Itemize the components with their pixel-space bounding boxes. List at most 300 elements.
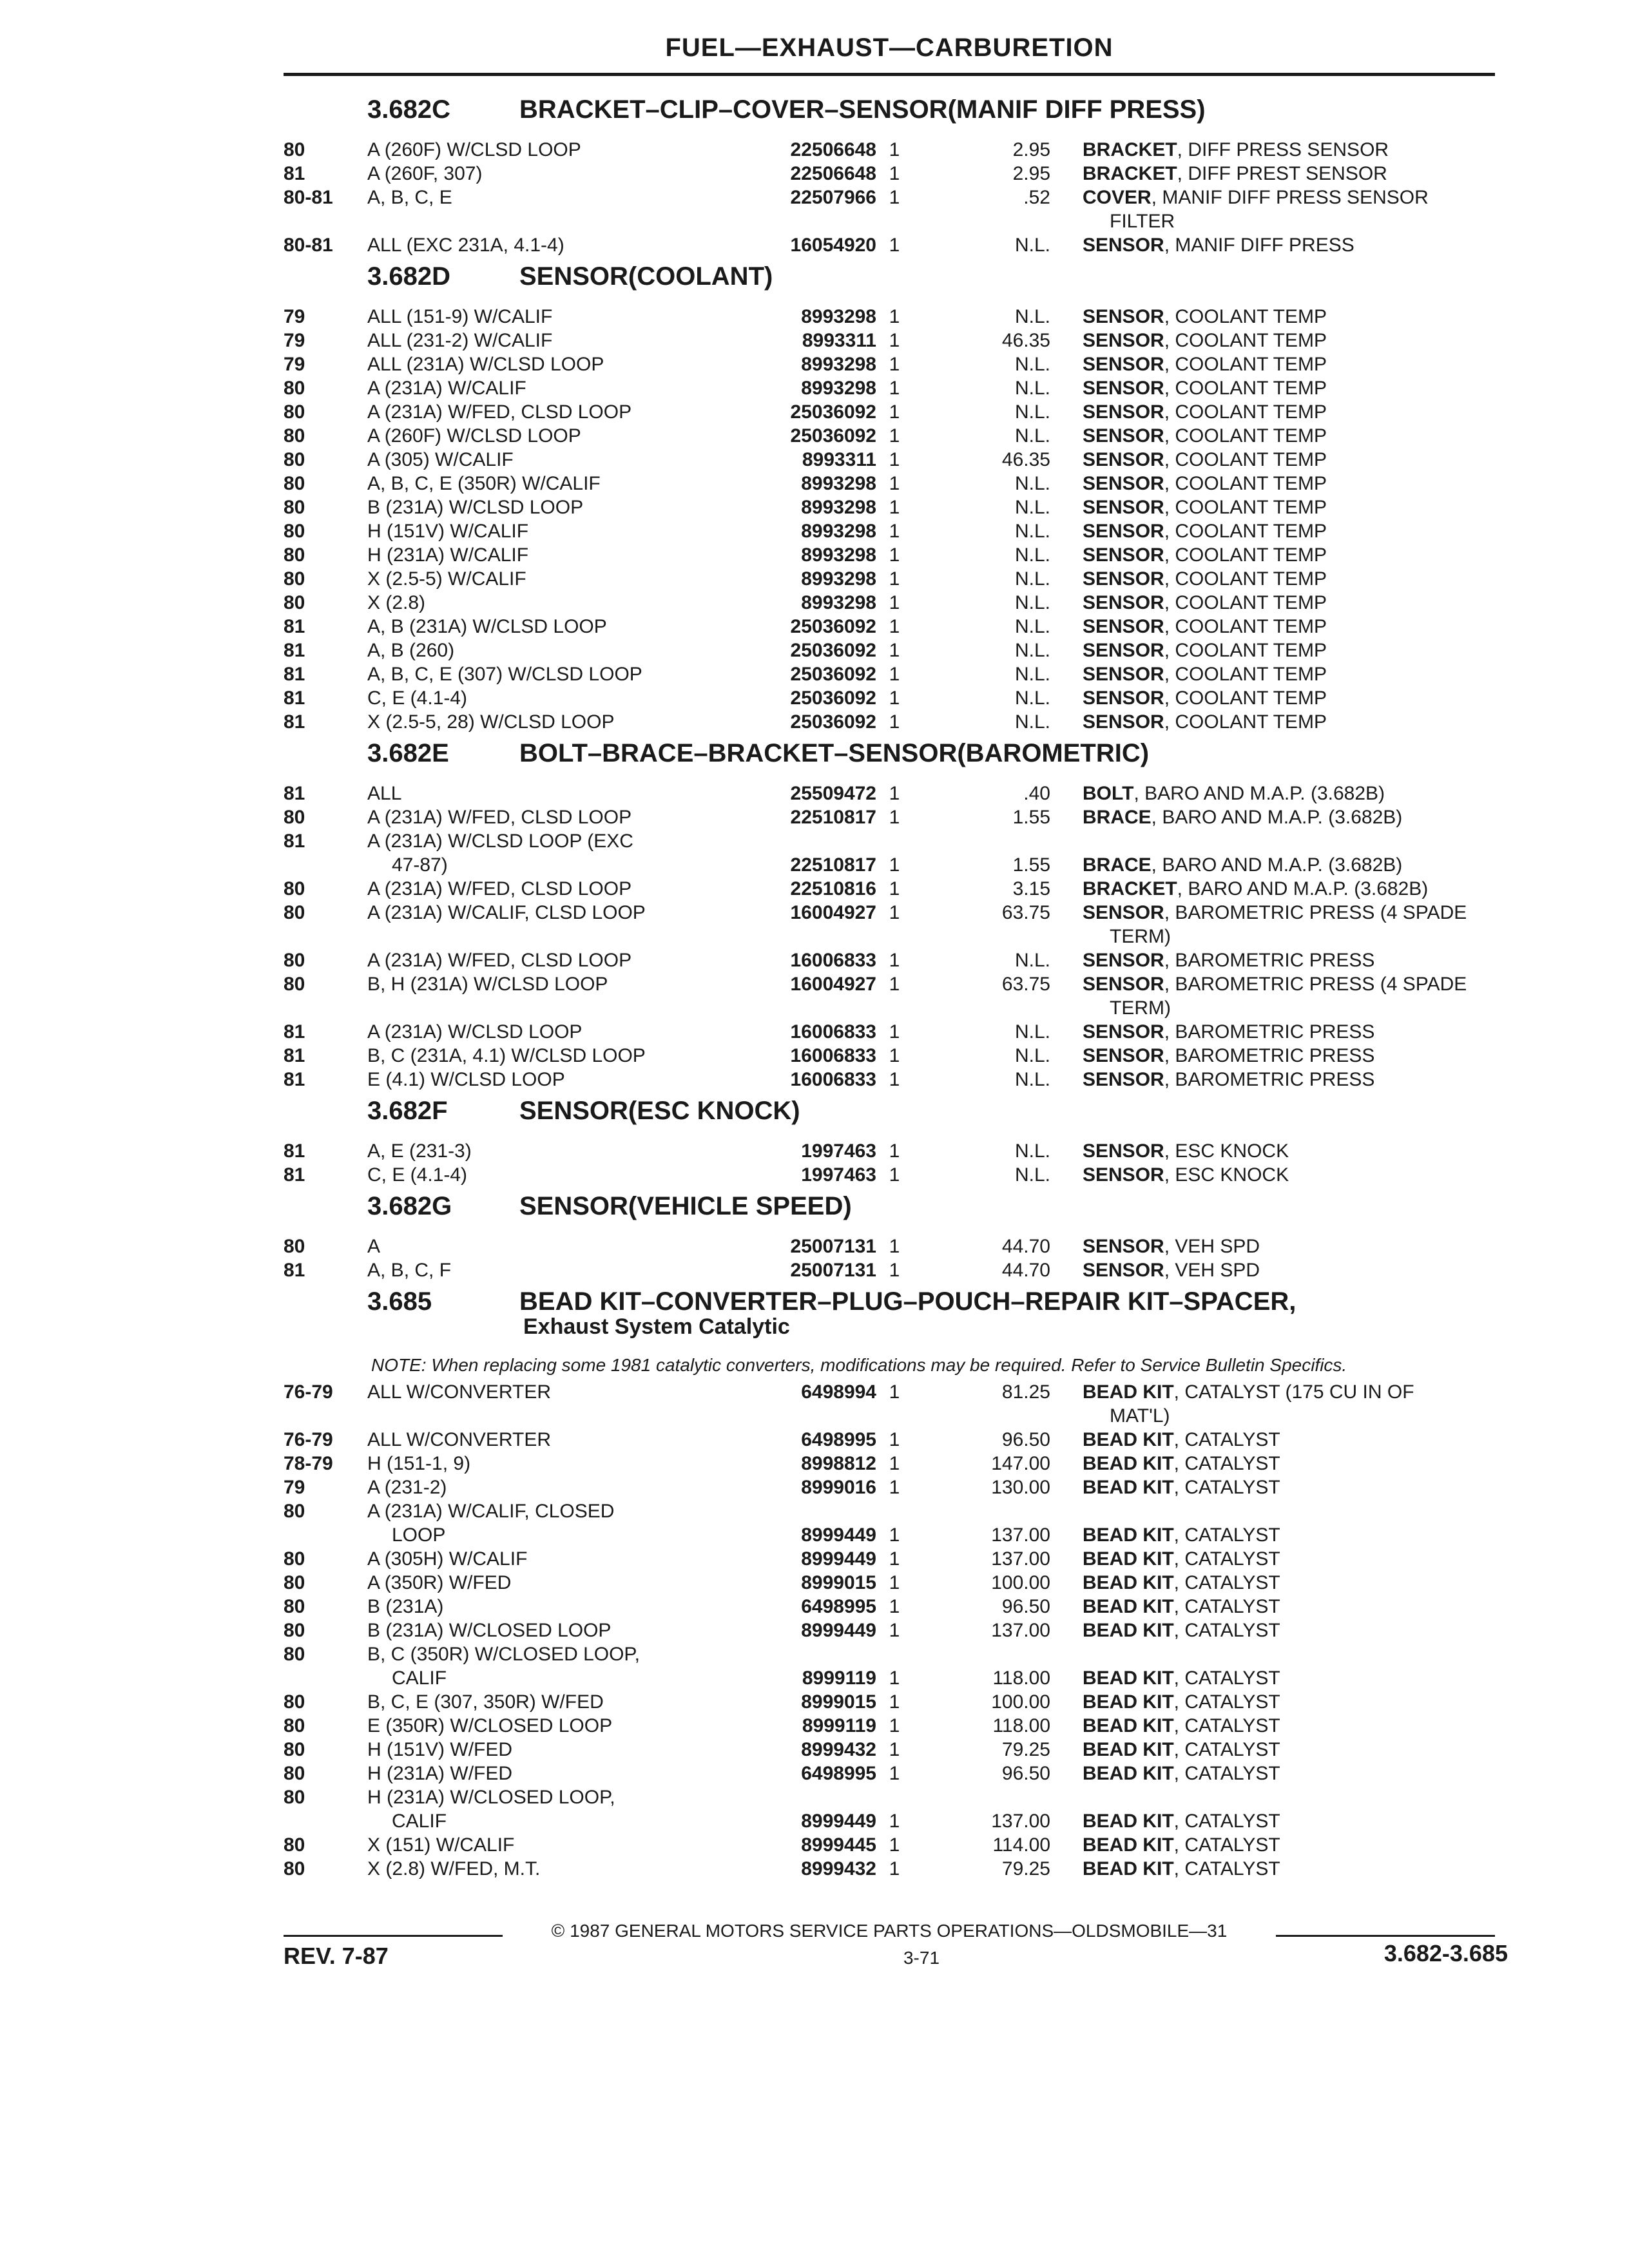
parts-row bbox=[284, 1738, 1508, 1762]
parts-row bbox=[284, 972, 1508, 1020]
model-year: 80 bbox=[284, 1787, 305, 1808]
quantity: 1 bbox=[889, 1453, 900, 1474]
quantity: 1 bbox=[889, 1620, 900, 1641]
model-year: 80 bbox=[284, 497, 305, 518]
part-name: BEAD KIT bbox=[1083, 1811, 1174, 1832]
name-separator: , bbox=[1164, 1164, 1175, 1186]
model-year: 80 bbox=[284, 1858, 305, 1879]
part-description bbox=[1083, 1690, 1508, 1714]
price: 79.25 bbox=[1001, 1858, 1050, 1879]
part-description bbox=[1083, 1044, 1508, 1068]
application: H (231A) W/CLOSED LOOP, bbox=[367, 1787, 615, 1808]
application: A (350R) W/FED bbox=[367, 1572, 512, 1593]
part-number: 8999119 bbox=[802, 1667, 876, 1689]
quantity: 1 bbox=[889, 354, 900, 375]
part-name: SENSOR bbox=[1083, 711, 1164, 733]
parts-row bbox=[284, 1044, 1508, 1068]
model-year: 79 bbox=[284, 330, 305, 351]
application: A (231A) W/CALIF, CLSD LOOP bbox=[367, 902, 646, 923]
application: H (151-1, 9) bbox=[367, 1453, 471, 1474]
quantity: 1 bbox=[889, 1691, 900, 1713]
part-detail: BAROMETRIC PRESS bbox=[1175, 1045, 1375, 1066]
part-number: 25036092 bbox=[790, 401, 876, 423]
page-title: FUEL—EXHAUST—CARBURETION bbox=[665, 34, 1113, 62]
parts-row bbox=[284, 472, 1508, 495]
part-number: 8993311 bbox=[802, 330, 876, 351]
part-description bbox=[1083, 186, 1508, 209]
price: 114.00 bbox=[992, 1834, 1050, 1856]
price: N.L. bbox=[1014, 950, 1050, 971]
quantity: 1 bbox=[889, 711, 900, 733]
application: C, E (4.1-4) bbox=[367, 687, 468, 709]
name-separator: , bbox=[1164, 1045, 1175, 1066]
model-year: 78-79 bbox=[284, 1453, 333, 1474]
part-name: SENSOR bbox=[1083, 521, 1164, 542]
name-separator: , bbox=[1173, 1620, 1185, 1641]
application: B, C (231A, 4.1) W/CLSD LOOP bbox=[367, 1045, 646, 1066]
price: 118.00 bbox=[992, 1715, 1050, 1736]
part-detail: CATALYST (175 CU IN OF bbox=[1184, 1381, 1414, 1403]
name-separator: , bbox=[1164, 378, 1175, 399]
section-heading bbox=[284, 1187, 1508, 1235]
part-name: BRACKET bbox=[1083, 139, 1177, 160]
parts-row bbox=[284, 1163, 1508, 1187]
part-name: SENSOR bbox=[1083, 1260, 1164, 1281]
price: N.L. bbox=[1014, 378, 1050, 399]
application: ALL (151-9) W/CALIF bbox=[367, 306, 553, 327]
application: A, B, C, F bbox=[367, 1260, 452, 1281]
part-description bbox=[1083, 1139, 1508, 1163]
part-detail: COOLANT TEMP bbox=[1175, 544, 1327, 566]
name-separator: , bbox=[1164, 306, 1175, 327]
part-name: SENSOR bbox=[1083, 1045, 1164, 1066]
application: ALL W/CONVERTER bbox=[367, 1381, 552, 1403]
parts-row bbox=[284, 1020, 1508, 1044]
name-separator: , bbox=[1164, 1236, 1175, 1257]
application: A bbox=[367, 1236, 381, 1257]
part-name: BEAD KIT bbox=[1083, 1453, 1174, 1474]
part-name: SENSOR bbox=[1083, 1021, 1164, 1043]
price: N.L. bbox=[1014, 235, 1050, 256]
price: N.L. bbox=[1014, 473, 1050, 494]
part-number: 25036092 bbox=[790, 640, 876, 661]
quantity: 1 bbox=[889, 544, 900, 566]
part-name: SENSOR bbox=[1083, 449, 1164, 470]
model-year: 81 bbox=[284, 1069, 305, 1090]
name-separator: , bbox=[1177, 163, 1188, 184]
part-number: 8993298 bbox=[801, 354, 876, 375]
part-description bbox=[1083, 543, 1508, 567]
parts-row bbox=[284, 710, 1508, 734]
parts-row bbox=[284, 400, 1508, 424]
part-name: BEAD KIT bbox=[1083, 1477, 1174, 1498]
part-detail: CATALYST bbox=[1184, 1715, 1280, 1736]
application-continued: 47-87) bbox=[392, 854, 448, 876]
name-separator: , bbox=[1173, 1572, 1185, 1593]
price: 63.75 bbox=[1001, 974, 1050, 995]
part-name: BEAD KIT bbox=[1083, 1572, 1174, 1593]
part-detail: DIFF PREST SENSOR bbox=[1188, 163, 1387, 184]
part-detail: CATALYST bbox=[1184, 1691, 1280, 1713]
model-year: 79 bbox=[284, 1477, 305, 1498]
part-description bbox=[1083, 305, 1508, 329]
quantity: 1 bbox=[889, 330, 900, 351]
part-description bbox=[1083, 1595, 1508, 1619]
price: N.L. bbox=[1014, 1021, 1050, 1043]
model-year: 80 bbox=[284, 1739, 305, 1760]
name-separator: , bbox=[1164, 401, 1175, 423]
name-separator: , bbox=[1164, 235, 1175, 256]
name-separator: , bbox=[1173, 1858, 1185, 1879]
quantity: 1 bbox=[889, 1858, 900, 1879]
application: A (260F, 307) bbox=[367, 163, 483, 184]
parts-row bbox=[284, 1380, 1508, 1428]
part-description bbox=[1083, 877, 1508, 901]
application: A (231A) W/FED, CLSD LOOP bbox=[367, 807, 632, 828]
part-name: BEAD KIT bbox=[1083, 1763, 1174, 1784]
name-separator: , bbox=[1164, 568, 1175, 590]
model-year: 80 bbox=[284, 568, 305, 590]
parts-row bbox=[284, 352, 1508, 376]
name-separator: , bbox=[1151, 807, 1162, 828]
quantity: 1 bbox=[889, 1739, 900, 1760]
model-year: 80 bbox=[284, 425, 305, 447]
price: 2.95 bbox=[1012, 139, 1050, 160]
part-detail: COOLANT TEMP bbox=[1175, 616, 1327, 637]
name-separator: , bbox=[1164, 473, 1175, 494]
name-separator: , bbox=[1173, 1715, 1185, 1736]
part-description bbox=[1083, 233, 1508, 257]
part-name: SENSOR bbox=[1083, 664, 1164, 685]
part-detail: COOLANT TEMP bbox=[1175, 473, 1327, 494]
application: A, B, C, E (350R) W/CALIF bbox=[367, 473, 601, 494]
quantity: 1 bbox=[889, 616, 900, 637]
price: N.L. bbox=[1014, 1164, 1050, 1186]
price: N.L. bbox=[1014, 497, 1050, 518]
model-year: 80 bbox=[284, 139, 305, 160]
application: B, C, E (307, 350R) W/FED bbox=[367, 1691, 604, 1713]
application: A, B, C, E (307) W/CLSD LOOP bbox=[367, 664, 642, 685]
quantity: 1 bbox=[889, 1164, 900, 1186]
part-name: BEAD KIT bbox=[1083, 1620, 1174, 1641]
part-name: BEAD KIT bbox=[1083, 1524, 1174, 1546]
part-detail: CATALYST bbox=[1184, 1429, 1280, 1450]
name-separator: , bbox=[1164, 616, 1175, 637]
price: 1.55 bbox=[1012, 854, 1050, 876]
quantity: 1 bbox=[889, 1021, 900, 1043]
section-number: 3.682F bbox=[367, 1097, 448, 1125]
name-separator: , bbox=[1164, 1140, 1175, 1162]
model-year: 81 bbox=[284, 711, 305, 733]
parts-row bbox=[284, 448, 1508, 472]
application: A (231A) W/CALIF bbox=[367, 378, 526, 399]
part-description bbox=[1083, 1762, 1508, 1785]
model-year: 76-79 bbox=[284, 1381, 333, 1403]
application: B, H (231A) W/CLSD LOOP bbox=[367, 974, 608, 995]
model-year: 80 bbox=[284, 1691, 305, 1713]
parts-row bbox=[284, 1452, 1508, 1475]
part-description bbox=[1083, 352, 1508, 376]
part-description bbox=[1083, 1452, 1508, 1475]
quantity: 1 bbox=[889, 1477, 900, 1498]
part-detail: ESC KNOCK bbox=[1175, 1140, 1289, 1162]
quantity: 1 bbox=[889, 687, 900, 709]
quantity: 1 bbox=[889, 1667, 900, 1689]
model-year: 80 bbox=[284, 1620, 305, 1641]
model-year: 80 bbox=[284, 902, 305, 923]
price: 81.25 bbox=[1001, 1381, 1050, 1403]
part-number: 25007131 bbox=[790, 1260, 876, 1281]
name-separator: , bbox=[1177, 139, 1188, 160]
part-description bbox=[1083, 805, 1508, 829]
part-number: 8993298 bbox=[801, 473, 876, 494]
part-detail: BARO AND M.A.P. (3.682B) bbox=[1162, 807, 1403, 828]
section-heading bbox=[284, 1091, 1508, 1139]
parts-row bbox=[284, 1258, 1508, 1282]
part-detail: COOLANT TEMP bbox=[1175, 330, 1327, 351]
name-separator: , bbox=[1151, 187, 1162, 208]
price: 96.50 bbox=[1001, 1429, 1050, 1450]
parts-row bbox=[284, 1714, 1508, 1738]
name-separator: , bbox=[1164, 902, 1175, 923]
quantity: 1 bbox=[889, 902, 900, 923]
application: A (231A) W/FED, CLSD LOOP bbox=[367, 401, 632, 423]
part-detail: BAROMETRIC PRESS (4 SPADE bbox=[1175, 902, 1467, 923]
part-name: BRACKET bbox=[1083, 163, 1177, 184]
application: A, B (231A) W/CLSD LOOP bbox=[367, 616, 607, 637]
section-number: 3.682D bbox=[367, 262, 450, 291]
part-description bbox=[1083, 853, 1508, 877]
price: 79.25 bbox=[1001, 1739, 1050, 1760]
section-heading bbox=[284, 734, 1508, 782]
parts-row bbox=[284, 1833, 1508, 1857]
name-separator: , bbox=[1164, 664, 1175, 685]
quantity: 1 bbox=[889, 807, 900, 828]
parts-row bbox=[284, 1619, 1508, 1642]
part-description bbox=[1083, 1235, 1508, 1258]
part-number: 25036092 bbox=[790, 711, 876, 733]
parts-row bbox=[284, 1690, 1508, 1714]
application: A (231A) W/FED, CLSD LOOP bbox=[367, 878, 632, 899]
part-name: BEAD KIT bbox=[1083, 1429, 1174, 1450]
part-name: SENSOR bbox=[1083, 378, 1164, 399]
part-number: 6498995 bbox=[801, 1763, 876, 1784]
part-number: 8999449 bbox=[801, 1524, 876, 1546]
part-name: BOLT bbox=[1083, 783, 1134, 804]
part-detail: BARO AND M.A.P. (3.682B) bbox=[1144, 783, 1385, 804]
part-name: SENSOR bbox=[1083, 950, 1164, 971]
model-year: 80 bbox=[284, 1236, 305, 1257]
name-separator: , bbox=[1164, 592, 1175, 613]
part-name: SENSOR bbox=[1083, 974, 1164, 995]
price: N.L. bbox=[1014, 521, 1050, 542]
part-number: 8993298 bbox=[801, 306, 876, 327]
application: ALL (231-2) W/CALIF bbox=[367, 330, 553, 351]
quantity: 1 bbox=[889, 1763, 900, 1784]
part-detail: COOLANT TEMP bbox=[1175, 568, 1327, 590]
price: N.L. bbox=[1014, 687, 1050, 709]
quantity: 1 bbox=[889, 1834, 900, 1856]
price: N.L. bbox=[1014, 354, 1050, 375]
part-description bbox=[1083, 138, 1508, 162]
part-number: 25509472 bbox=[790, 783, 876, 804]
quantity: 1 bbox=[889, 378, 900, 399]
part-description bbox=[1083, 495, 1508, 519]
part-name: SENSOR bbox=[1083, 544, 1164, 566]
parts-catalog bbox=[284, 90, 1508, 1881]
name-separator: , bbox=[1164, 425, 1175, 447]
quantity: 1 bbox=[889, 449, 900, 470]
part-name: SENSOR bbox=[1083, 592, 1164, 613]
model-year: 80 bbox=[284, 1644, 305, 1665]
part-name: BRACKET bbox=[1083, 878, 1177, 899]
application: B (231A) W/CLSD LOOP bbox=[367, 497, 584, 518]
part-description bbox=[1083, 1380, 1508, 1404]
part-number: 16054920 bbox=[790, 235, 876, 256]
part-description bbox=[1083, 567, 1508, 591]
quantity: 1 bbox=[889, 425, 900, 447]
part-detail: COOLANT TEMP bbox=[1175, 497, 1327, 518]
part-name: SENSOR bbox=[1083, 902, 1164, 923]
application: H (151V) W/FED bbox=[367, 1739, 513, 1760]
name-separator: , bbox=[1173, 1739, 1185, 1760]
model-year: 80 bbox=[284, 878, 305, 899]
parts-row bbox=[284, 376, 1508, 400]
parts-row bbox=[284, 1499, 1508, 1547]
model-year: 81 bbox=[284, 1164, 305, 1186]
part-name: SENSOR bbox=[1083, 401, 1164, 423]
part-name: SENSOR bbox=[1083, 425, 1164, 447]
part-name: SENSOR bbox=[1083, 640, 1164, 661]
parts-row bbox=[284, 901, 1508, 948]
part-name: SENSOR bbox=[1083, 235, 1164, 256]
model-year: 80 bbox=[284, 473, 305, 494]
part-name: BEAD KIT bbox=[1083, 1548, 1174, 1570]
part-description bbox=[1083, 1523, 1508, 1547]
quantity: 1 bbox=[889, 187, 900, 208]
application: A (231A) W/CLSD LOOP bbox=[367, 1021, 583, 1043]
model-year: 80 bbox=[284, 521, 305, 542]
part-name: BRACE bbox=[1083, 854, 1152, 876]
part-detail: BAROMETRIC PRESS bbox=[1175, 1021, 1375, 1043]
part-description bbox=[1083, 1619, 1508, 1642]
name-separator: , bbox=[1164, 1260, 1175, 1281]
name-separator: , bbox=[1173, 1596, 1185, 1617]
part-number: 8998812 bbox=[801, 1453, 876, 1474]
application: X (2.5-5, 28) W/CLSD LOOP bbox=[367, 711, 615, 733]
parts-row bbox=[284, 1571, 1508, 1595]
price: 147.00 bbox=[991, 1453, 1050, 1474]
model-year: 80 bbox=[284, 1572, 305, 1593]
parts-row bbox=[284, 543, 1508, 567]
price: N.L. bbox=[1014, 425, 1050, 447]
part-detail: CATALYST bbox=[1184, 1524, 1280, 1546]
part-number: 8999016 bbox=[801, 1477, 876, 1498]
parts-row bbox=[284, 1428, 1508, 1452]
part-detail: COOLANT TEMP bbox=[1175, 592, 1327, 613]
price: N.L. bbox=[1014, 664, 1050, 685]
part-description-continued: FILTER bbox=[1110, 211, 1175, 232]
part-description-continued: MAT'L) bbox=[1110, 1405, 1170, 1427]
part-number: 8999449 bbox=[801, 1620, 876, 1641]
name-separator: , bbox=[1173, 1524, 1185, 1546]
part-detail: COOLANT TEMP bbox=[1175, 354, 1327, 375]
quantity: 1 bbox=[889, 1715, 900, 1736]
part-name: SENSOR bbox=[1083, 687, 1164, 709]
parts-row bbox=[284, 233, 1508, 257]
part-number: 8993298 bbox=[801, 568, 876, 590]
price: 44.70 bbox=[1001, 1236, 1050, 1257]
quantity: 1 bbox=[889, 878, 900, 899]
application: E (350R) W/CLOSED LOOP bbox=[367, 1715, 613, 1736]
part-detail: COOLANT TEMP bbox=[1175, 449, 1327, 470]
quantity: 1 bbox=[889, 1811, 900, 1832]
page-header bbox=[284, 31, 1495, 76]
part-number: 25007131 bbox=[790, 1236, 876, 1257]
quantity: 1 bbox=[889, 1548, 900, 1570]
name-separator: , bbox=[1173, 1667, 1185, 1689]
model-year: 80 bbox=[284, 974, 305, 995]
quantity: 1 bbox=[889, 664, 900, 685]
section-number: 3.682G bbox=[367, 1192, 452, 1220]
model-year: 81 bbox=[284, 616, 305, 637]
model-year: 80 bbox=[284, 449, 305, 470]
price: 44.70 bbox=[1001, 1260, 1050, 1281]
part-name: BRACE bbox=[1083, 807, 1152, 828]
model-year: 80 bbox=[284, 807, 305, 828]
part-detail: COOLANT TEMP bbox=[1175, 664, 1327, 685]
part-number: 25036092 bbox=[790, 616, 876, 637]
parts-row bbox=[284, 615, 1508, 639]
part-detail: MANIF DIFF PRESS SENSOR bbox=[1162, 187, 1429, 208]
parts-row bbox=[284, 186, 1508, 233]
part-number: 16004927 bbox=[790, 902, 876, 923]
part-name: SENSOR bbox=[1083, 1069, 1164, 1090]
application: A (305H) W/CALIF bbox=[367, 1548, 528, 1570]
price: 96.50 bbox=[1001, 1763, 1050, 1784]
part-description bbox=[1083, 662, 1508, 686]
part-name: SENSOR bbox=[1083, 1140, 1164, 1162]
part-description bbox=[1083, 972, 1508, 996]
part-detail: CATALYST bbox=[1184, 1763, 1280, 1784]
application: H (151V) W/CALIF bbox=[367, 521, 529, 542]
parts-row bbox=[284, 495, 1508, 519]
price: N.L. bbox=[1014, 1045, 1050, 1066]
name-separator: , bbox=[1151, 854, 1162, 876]
part-description bbox=[1083, 1833, 1508, 1857]
quantity: 1 bbox=[889, 521, 900, 542]
part-detail: COOLANT TEMP bbox=[1175, 711, 1327, 733]
part-detail: CATALYST bbox=[1184, 1834, 1280, 1856]
section-title: BEAD KIT–CONVERTER–PLUG–POUCH–REPAIR KIT–SPACER, bbox=[519, 1287, 1296, 1316]
price: 137.00 bbox=[991, 1620, 1050, 1641]
section-number: 3.682E bbox=[367, 739, 449, 767]
parts-row bbox=[284, 329, 1508, 352]
part-number: 8993311 bbox=[802, 449, 876, 470]
part-detail: BAROMETRIC PRESS bbox=[1175, 950, 1375, 971]
part-description bbox=[1083, 1571, 1508, 1595]
quantity: 1 bbox=[889, 783, 900, 804]
price: N.L. bbox=[1014, 568, 1050, 590]
part-description bbox=[1083, 376, 1508, 400]
price: .40 bbox=[1023, 783, 1050, 804]
parts-row bbox=[284, 662, 1508, 686]
part-detail: COOLANT TEMP bbox=[1175, 306, 1327, 327]
part-description bbox=[1083, 1428, 1508, 1452]
name-separator: , bbox=[1173, 1763, 1185, 1784]
model-year: 81 bbox=[284, 783, 305, 804]
part-detail: COOLANT TEMP bbox=[1175, 640, 1327, 661]
